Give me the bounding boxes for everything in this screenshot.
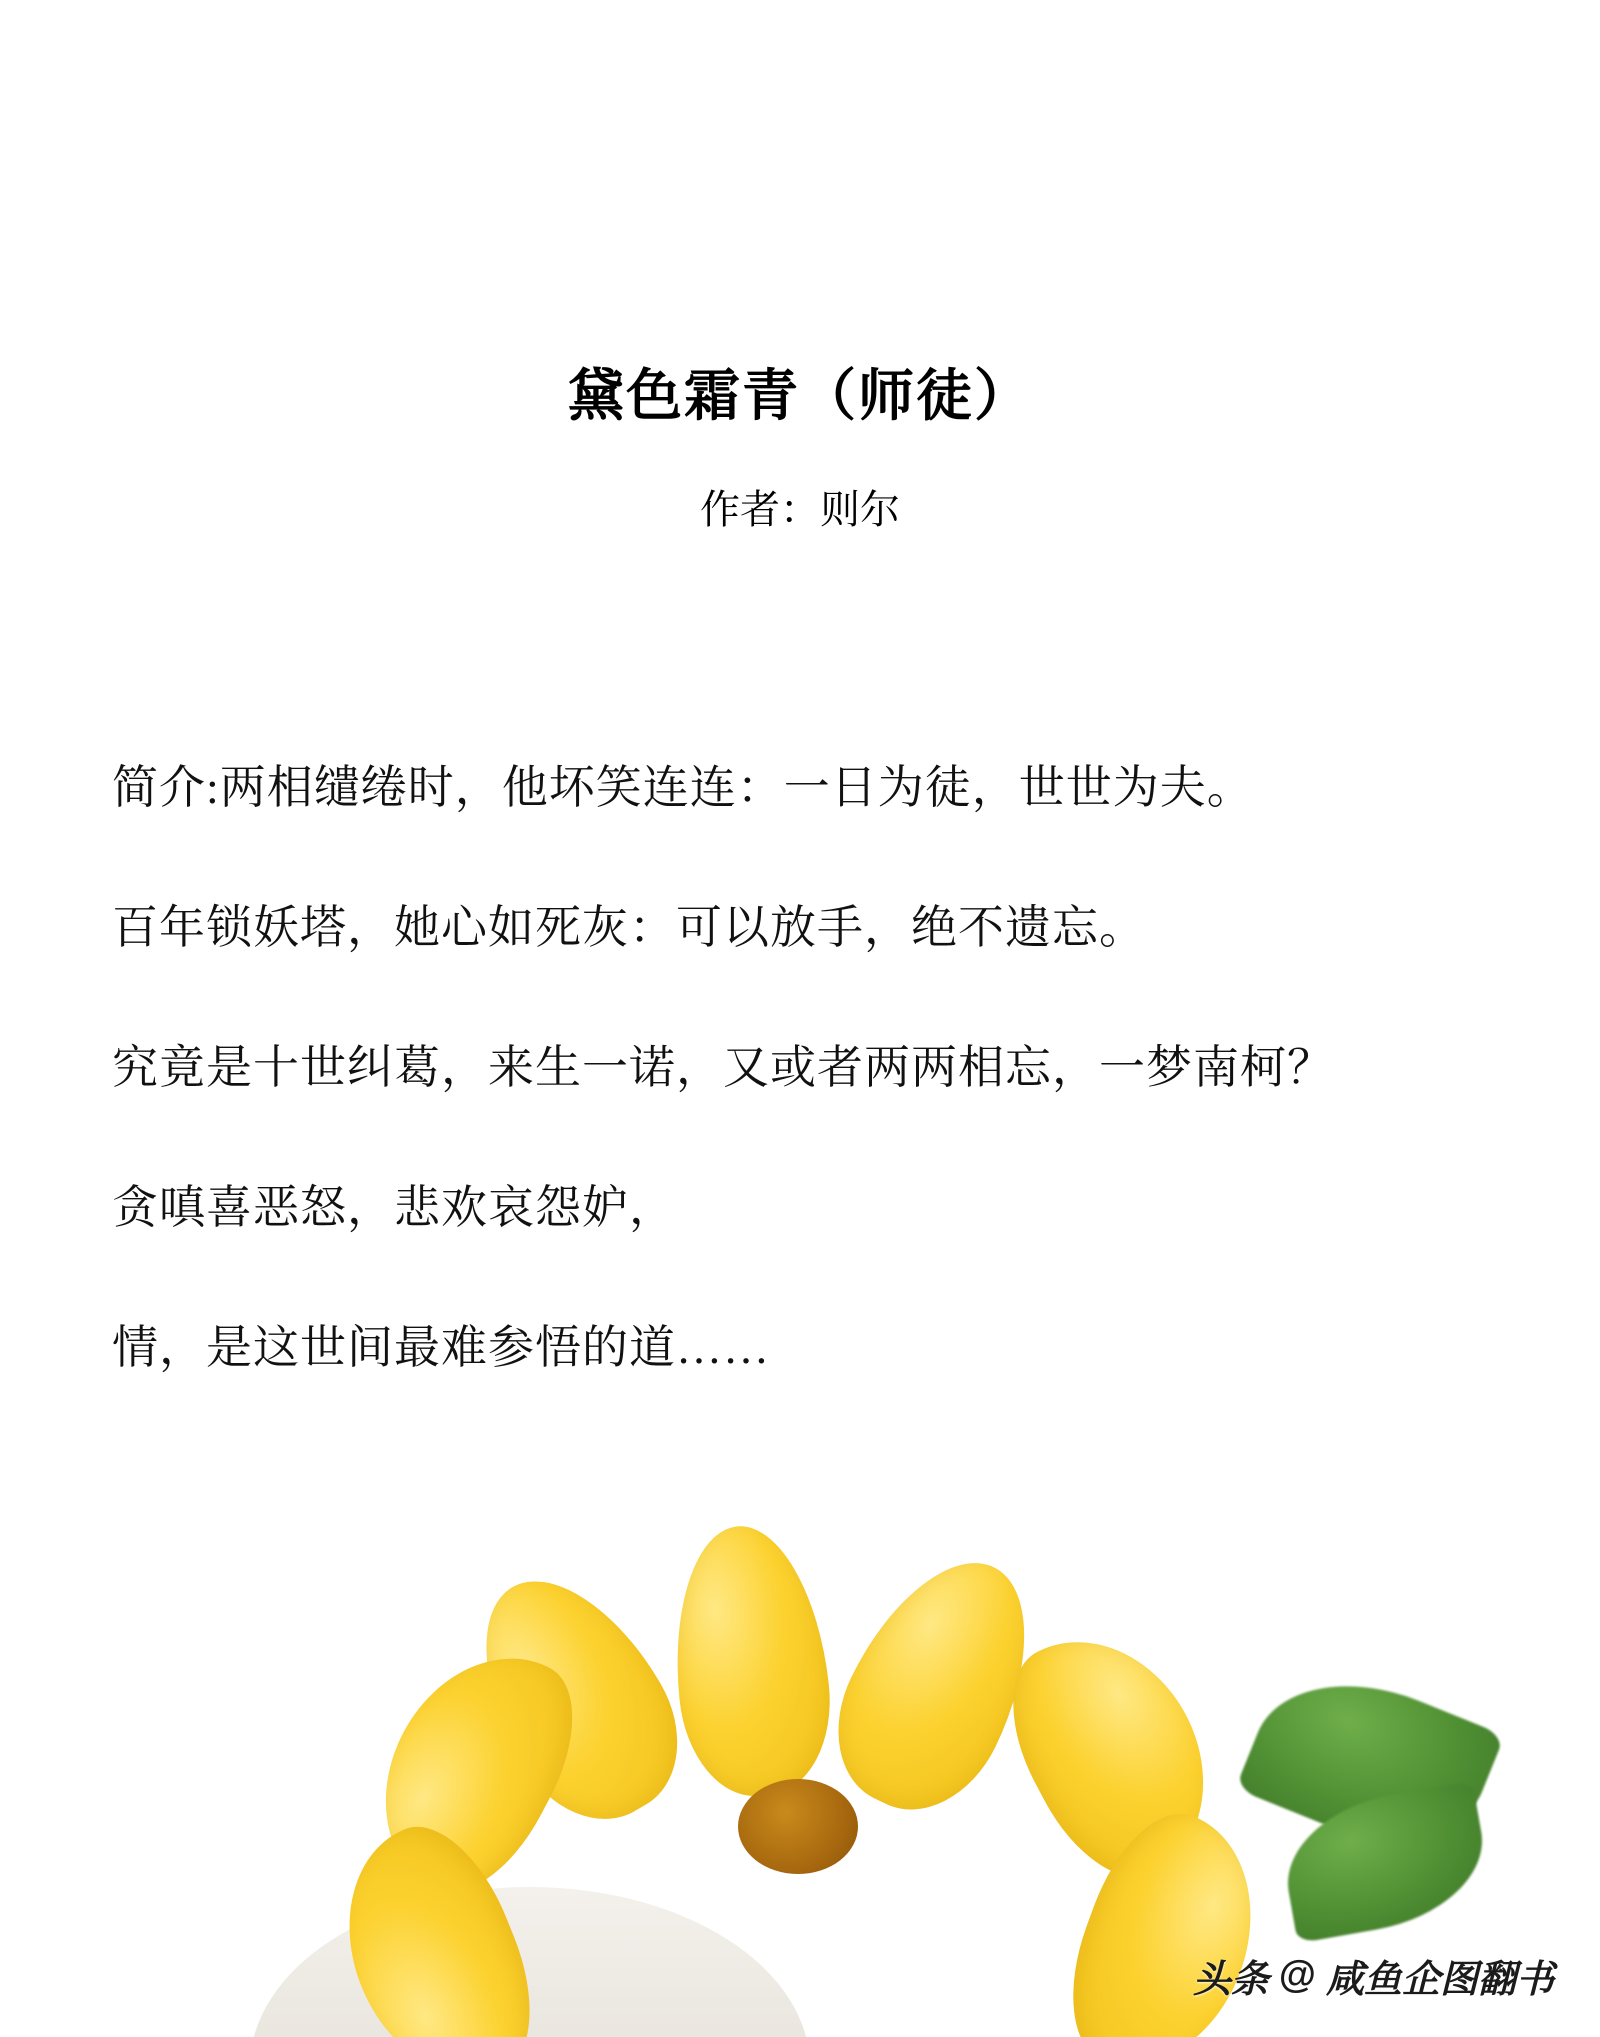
watermark-account: 咸鱼企图翻书: [1325, 1959, 1554, 2001]
watermark: [1193, 1948, 1554, 2003]
at-icon: @: [1278, 1954, 1316, 1996]
watermark-platform: 头条: [1192, 1959, 1269, 2001]
petal-shape: [662, 1519, 839, 1803]
petal-shape: [811, 2025, 1083, 2037]
paragraph: 贪嗔喜恶怒，悲欢哀怨妒，: [112, 1182, 676, 1233]
page-title: 黛色霜青（师徒）: [568, 364, 1032, 427]
paragraph: 究竟是十世纠葛，来生一诺，又或者两两相忘，一梦南柯？: [112, 1042, 1334, 1093]
paragraph: 百年锁妖塔，她心如死灰：可以放手，绝不遗忘。: [112, 902, 1146, 953]
paragraph: 简介:两相缱绻时，他坏笑连连：一日为徒，世世为夫。: [112, 762, 1254, 813]
document-body: [112, 718, 1502, 1418]
author-line: 作者：则尔: [700, 487, 900, 532]
vase-shape: [250, 1887, 810, 2037]
paragraph: 情，是这世间最难参悟的道……: [112, 1322, 770, 1373]
flower-core: [738, 1779, 858, 1874]
